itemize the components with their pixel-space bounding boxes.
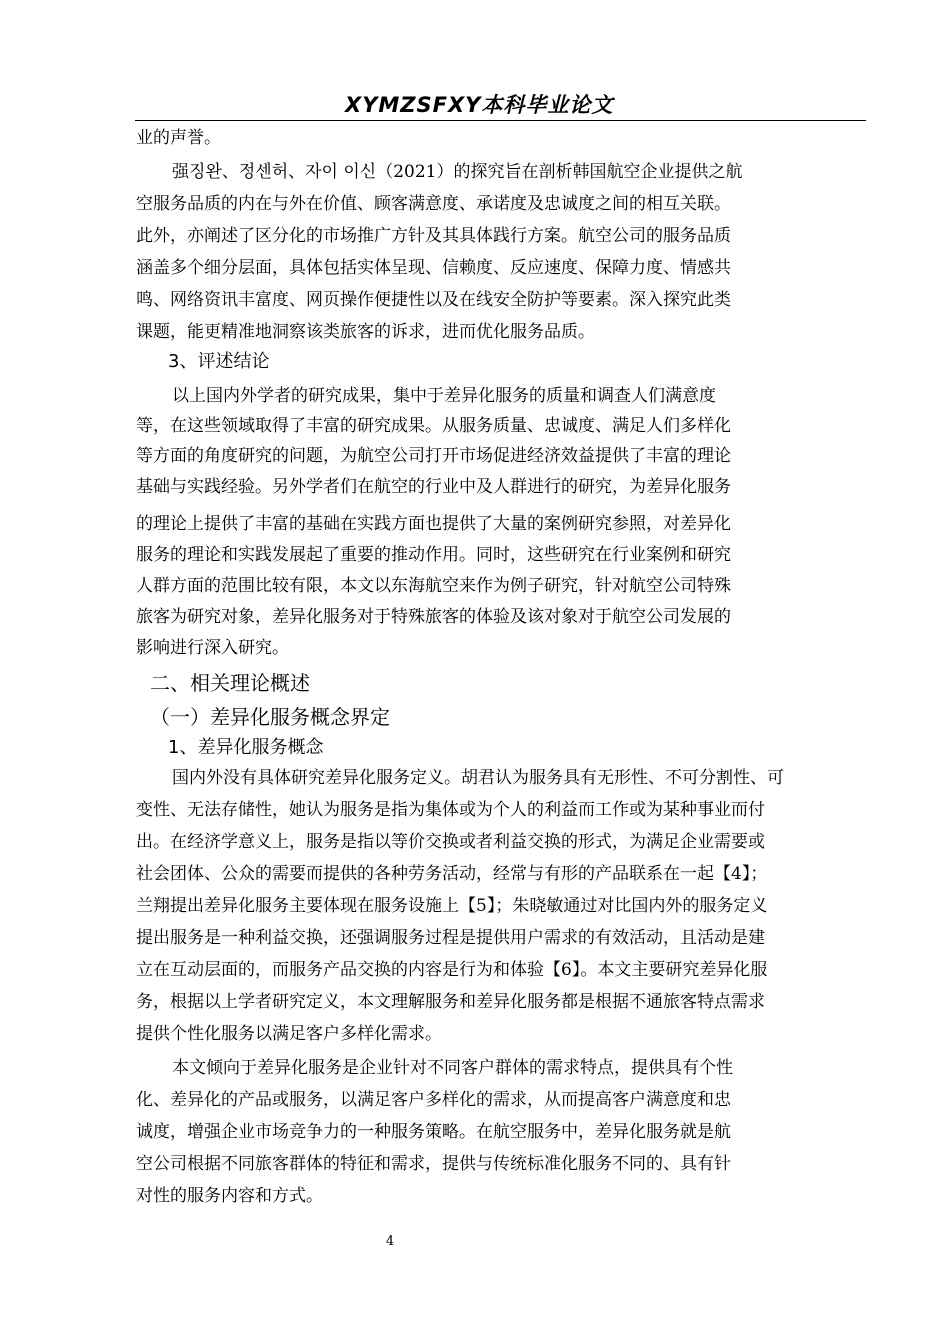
page-number: 4 [385, 1234, 395, 1249]
paragraph-line: 兰翔提出差异化服务主要体现在服务设施上【5】；朱晓敏通过对比国内外的服务定义 [136, 896, 768, 916]
paragraph-line: 此外，亦阐述了区分化的市场推广方针及其具体践行方案。航空公司的服务品质 [136, 226, 731, 246]
paragraph-line: 影响进行深入研究。 [136, 638, 289, 658]
paragraph-line: 化、差异化的产品或服务，以满足客户多样化的需求，从而提高客户满意度和忠 [136, 1090, 731, 1110]
paragraph-line: 诚度，增强企业市场竞争力的一种服务策略。在航空服务中，差异化服务就是航 [136, 1122, 731, 1142]
paragraph-line: 变性、无法存储性，她认为服务是指为集体或为个人的利益而工作或为某种事业而付 [136, 800, 765, 820]
section-heading: 二、相关理论概述 [150, 671, 310, 695]
paragraph-line: 业的声誉。 [136, 128, 221, 148]
header-title: XYMZSFXY本科毕业论文 [345, 93, 614, 117]
paragraph-line: 等方面的角度研究的问题，为航空公司打开市场促进经济效益提供了丰富的理论 [136, 446, 731, 466]
paragraph-line: 提供个性化服务以满足客户多样化需求。 [136, 1024, 442, 1044]
paragraph-line: 提出服务是一种利益交换，还强调服务过程是提供用户需求的有效活动，且活动是建 [136, 928, 765, 948]
paragraph-line: 社会团体、公众的需要而提供的各种劳务活动，经常与有形的产品联系在一起【4】； [136, 864, 768, 884]
paragraph-line: 空公司根据不同旅客群体的特征和需求，提供与传统标准化服务不同的、具有针 [136, 1154, 731, 1174]
paragraph-line: 人群方面的范围比较有限，本文以东海航空来作为例子研究，针对航空公司特殊 [136, 576, 731, 596]
paragraph-line: 涵盖多个细分层面，具体包括实体呈现、信赖度、反应速度、保障力度、情感共 [136, 258, 731, 278]
paragraph-line: 鸣、网络资讯丰富度、网页操作便捷性以及在线安全防护等要素。深入探究此类 [136, 290, 731, 310]
paragraph-line: 课题，能更精准地洞察该类旅客的诉求，进而优化服务品质。 [136, 322, 595, 342]
paragraph-line: 等，在这些领域取得了丰富的研究成果。从服务质量、忠诚度、满足人们多样化 [136, 416, 731, 436]
paragraph-line: 立在互动层面的，而服务产品交换的内容是行为和体验【6】。本文主要研究差异化服 [136, 960, 768, 980]
paragraph-line: 务，根据以上学者研究定义，本文理解服务和差异化服务都是根据不通旅客特点需求 [136, 992, 765, 1012]
subsection-heading-conclusion: 3、评述结论 [168, 351, 270, 372]
paragraph-line: 服务的理论和实践发展起了重要的推动作用。同时，这些研究在行业案例和研究 [136, 545, 731, 565]
paragraph-line: 对性的服务内容和方式。 [136, 1186, 323, 1206]
subsection-heading: （一）差异化服务概念界定 [150, 705, 390, 729]
paragraph-line: 强징완、정센허、자이 이신（2021）的探究旨在剖析韩国航空企业提供之航 [172, 162, 743, 182]
paragraph-line: 出。在经济学意义上，服务是指以等价交换或者利益交换的形式，为满足企业需要或 [136, 832, 765, 852]
header-divider [135, 120, 866, 121]
paragraph-line: 国内外没有具体研究差异化服务定义。胡君认为服务具有无形性、不可分割性、可 [172, 768, 784, 788]
subsubsection-heading: 1、差异化服务概念 [168, 737, 324, 758]
paragraph-line: 旅客为研究对象，差异化服务对于特殊旅客的体验及该对象对于航空公司发展的 [136, 607, 731, 627]
paragraph-line: 以上国内外学者的研究成果，集中于差异化服务的质量和调查人们满意度 [172, 386, 716, 406]
paragraph-line: 基础与实践经验。另外学者们在航空的行业中及人群进行的研究，为差异化服务 [136, 477, 731, 497]
paragraph-line: 本文倾向于差异化服务是企业针对不同客户群体的需求特点，提供具有个性 [172, 1058, 733, 1078]
paragraph-line: 空服务品质的内在与外在价值、顾客满意度、承诺度及忠诚度之间的相互关联。 [136, 194, 731, 214]
paragraph-line: 的理论上提供了丰富的基础在实践方面也提供了大量的案例研究参照，对差异化 [136, 514, 731, 534]
